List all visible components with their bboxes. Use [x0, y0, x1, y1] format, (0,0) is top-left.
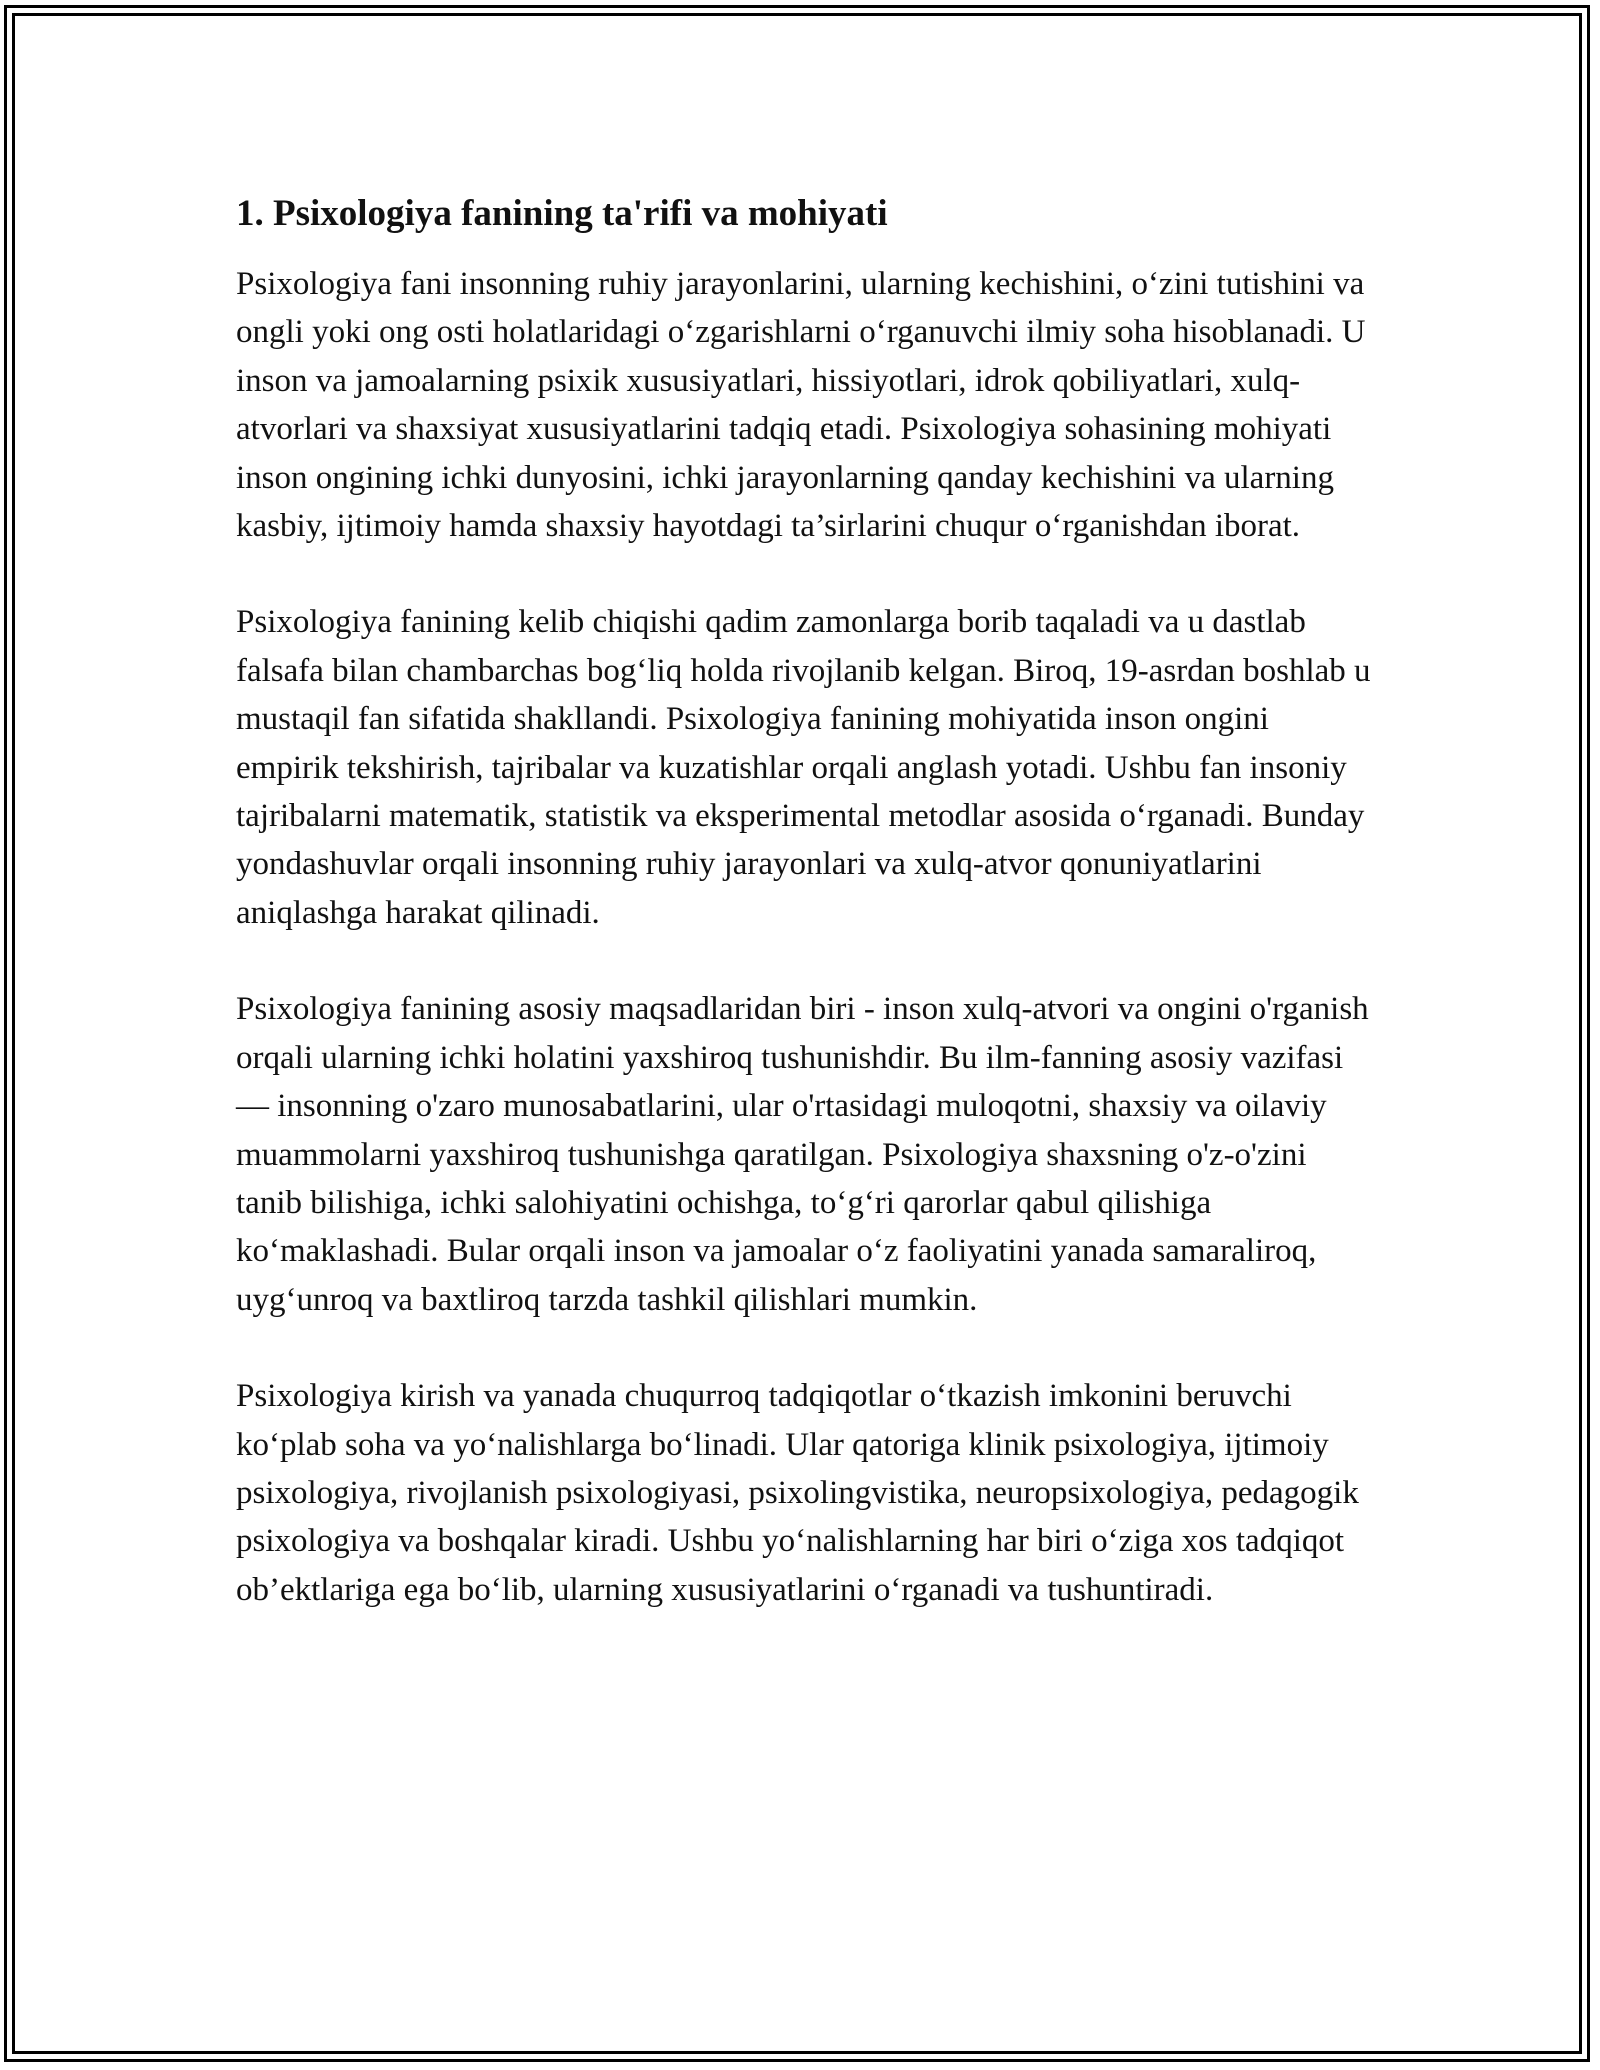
paragraph-1: Psixologiya fani insonning ruhiy jarayonlarini, ularning kechishini, o‘zini tutishini va ongli yoki ong osti holatlaridagi o‘zgarishlarni o‘rganuvchi ilmiy soha hisoblanadi. U inson va jamoalarning psixik xususiyatlari, hissiyotlari, idrok qobiliyatlari, xulq-atvorlari va shaxsiyat xususiyatlarini tadqiq etadi. Psixologiya sohasining mohiyati inson ongining ichki dunyosini, ichki jarayonlarning qanday kechishini va ularning kasbiy, ijtimoiy hamda shaxsiy hayotdagi ta’sirlarini chuqur o‘rganishdan iborat. — [236, 266, 1366, 545]
paragraph-4: Psixologiya kirish va yanada chuqurroq tadqiqotlar o‘tkazish imkonini beruvchi ko‘plab soha va yo‘nalishlarga bo‘linadi. Ular qatoriga klinik psixologiya, ijtimoiy psixologiya, rivojlanish psixologiyasi, psixolingvistika, neuropsixologiya, pedagogik psixologiya va boshqalar kiradi. Ushbu yo‘nalishlarning har biri o‘ziga xos tadqiqot ob’ektlariga ega bo‘lib, ularning xususiyatlarini o‘rganadi va tushuntiradi. — [236, 1378, 1359, 1608]
paragraph-2: Psixologiya fanining kelib chiqishi qadim zamonlarga borib taqaladi va u dastlab falsafa bilan chambarchas bog‘liq holda rivojlanib kelgan. Biroq, 19-asrdan boshlab u mustaqil fan sifatida shakllandi. Psixologiya fanining mohiyatida inson ongini empirik tekshirish, tajribalar va kuzatishlar orqali anglash yotadi. Ushbu fan insoniy tajribalarni matematik, statistik va eksperimental metodlar asosida o‘rganadi. Bunday yondashuvlar orqali insonning ruhiy jarayonlari va xulq-atvor qonuniyatlarini aniqlashga harakat qilinadi. — [236, 604, 1371, 931]
document-title: 1. Psixologiya fanining ta'rifi va mohiyati — [236, 193, 888, 234]
document-body — [236, 190, 1376, 1614]
paragraph-3: Psixologiya fanining asosiy maqsadlaridan biri - inson xulq-atvori va ongini o'rganish orqali ularning ichki holatini yaxshiroq tushunishdir. Bu ilm-fanning asosiy vazifasi — insonning o'zaro munosabatlarini, ular o'rtasidagi muloqotni, shaxsiy va oilaviy muammolarni yaxshiroq tushunishga qaratilgan. Psixologiya shaxsning o'z-o'zini tanib bilishiga, ichki salohiyatini ochishga, to‘g‘ri qarorlar qabul qilishiga ko‘maklashadi. Bular orqali inson va jamoalar o‘z faoliyatini yanada samaraliroq, uyg‘unroq va baxtliroq tarzda tashkil qilishlari mumkin. — [236, 991, 1369, 1318]
